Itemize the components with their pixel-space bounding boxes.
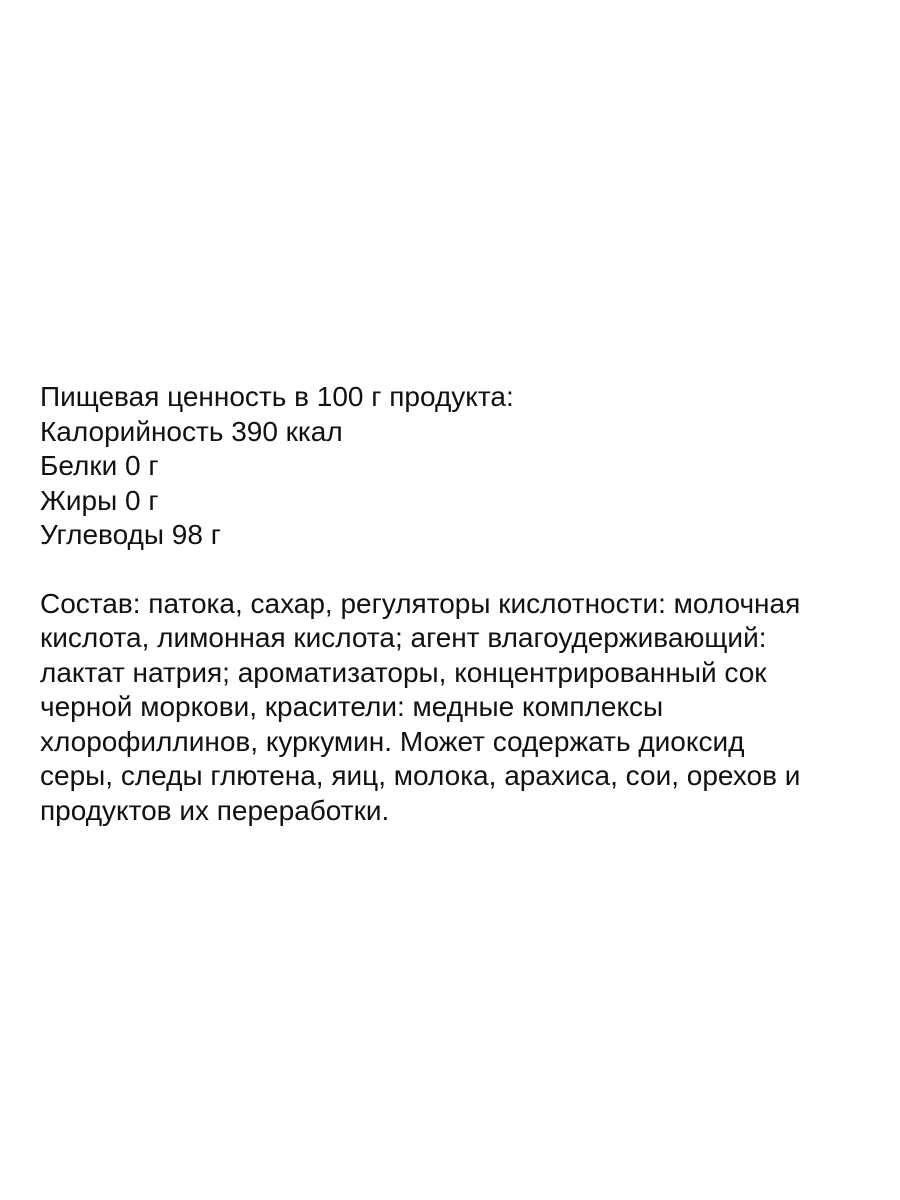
composition-line: хлорофиллинов, куркумин. Может содержать диоксид bbox=[40, 725, 745, 757]
composition-line: Состав: патока, сахар, регуляторы кислотности: молочная bbox=[40, 587, 801, 619]
composition-block bbox=[40, 587, 890, 829]
fat-line: Жиры 0 г bbox=[40, 484, 159, 516]
composition-line: кислота, лимонная кислота; агент влагоудерживающий: bbox=[40, 622, 767, 653]
composition-line: серы, следы глютена, яиц, молока, арахиса, сои, орехов и bbox=[40, 760, 801, 791]
section-gap bbox=[40, 553, 890, 587]
nutrition-facts-block bbox=[40, 380, 890, 553]
composition-line: черной моркови, красители: медные комплексы bbox=[40, 691, 664, 722]
protein-line: Белки 0 г bbox=[40, 450, 159, 481]
calories-line: Калорийность 390 ккал bbox=[40, 415, 343, 447]
composition-line: продуктов их переработки. bbox=[40, 794, 390, 826]
nutrition-heading: Пищевая ценность в 100 г продукта: bbox=[40, 381, 514, 412]
composition-line: лактат натрия; ароматизаторы, концентрированный сок bbox=[40, 656, 767, 688]
product-info-document bbox=[40, 380, 890, 828]
carbs-line: Углеводы 98 г bbox=[40, 519, 221, 550]
